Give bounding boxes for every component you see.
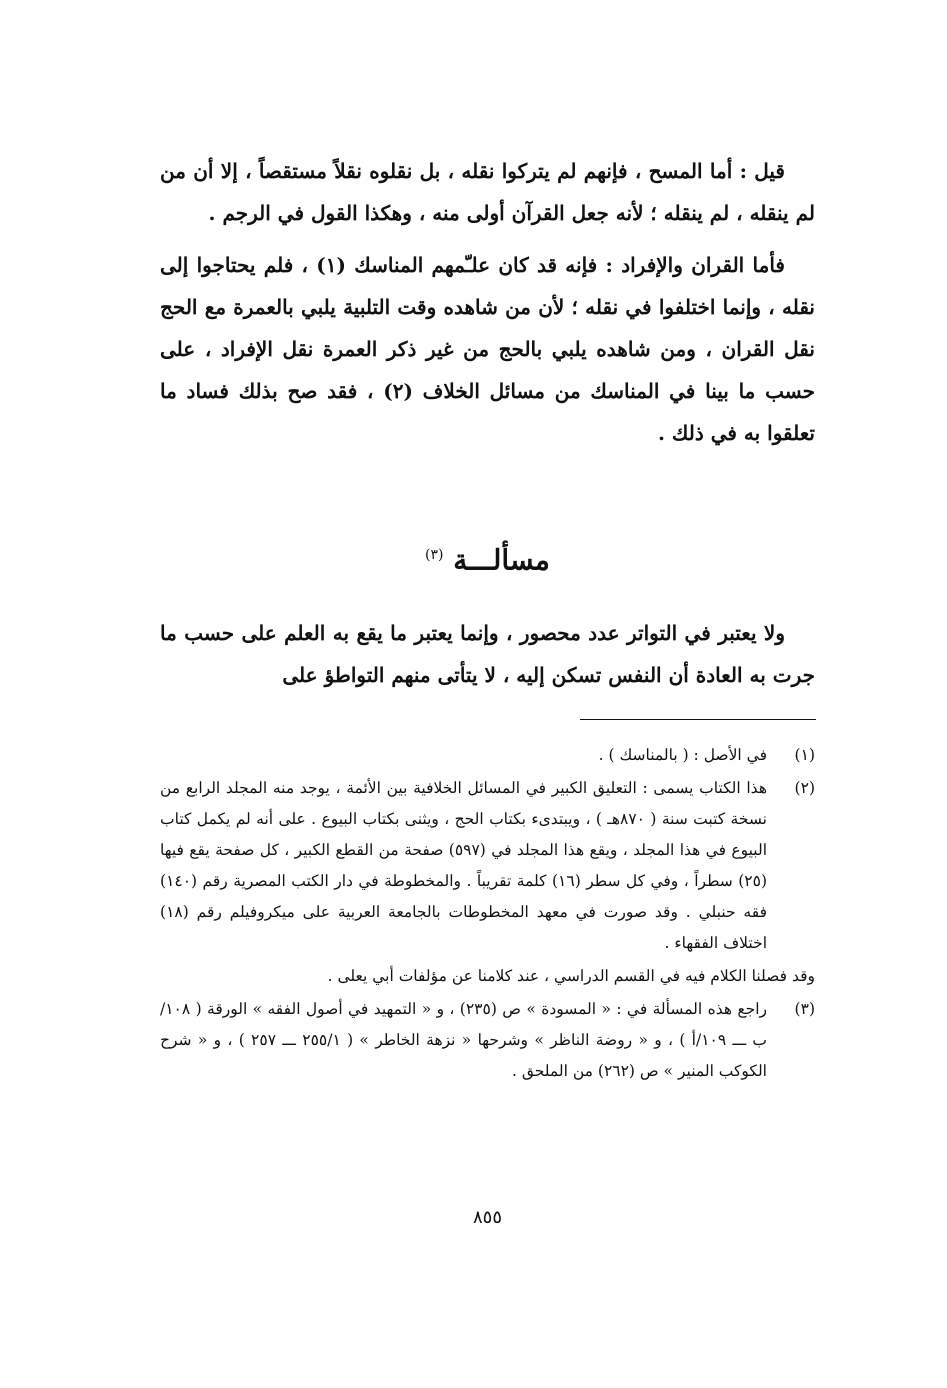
section-heading-title: مسألـــة: [453, 543, 550, 577]
footnote-text: راجع هذه المسألة في : « المسودة » ص (٢٣٥) ، و « التمهيد في أصول الفقه » الورقة ( ١٠٨/ب ـــ ١٠٩/أ ) ، و « روضة الناظر » وشرحها « نزهة الخاطر » ( ٢٥٥/١ ـــ ٢٥٧ ) ، و « شرح الكوكب المنير » ص (٢٦٢) من الملحق .: [160, 1000, 767, 1080]
main-body-text: [160, 150, 815, 464]
footnote-text: في الأصل : ( بالمناسك ) .: [598, 746, 767, 764]
body-paragraph-1: قيل : أما المسح ، فإنهم لم يتركوا نقله ، بل نقلوه نقلاً مستقصاً ، إلا أن من لم ينقله ، لم ينقله ؛ لأنه جعل القرآن أولى منه ، وهكذا القول في الرجم .: [160, 159, 815, 225]
footnote-3: [160, 994, 815, 1087]
page-number: ٨٥٥: [472, 1207, 502, 1228]
section-body-text: [160, 612, 815, 696]
footnote-1: [160, 740, 815, 771]
body-paragraph-2: فأما القران والإفراد : فإنه قد كان علـّمهم المناسك (١) ، فلم يحتاجوا إلى نقله ، وإنما اختلفوا في نقله ؛ لأن من شاهده وقت التلبية يلبي بالعمرة مع الحج نقل القران ، ومن شاهده يلبي بالحج من غير ذكر العمرة نقل الإفراد ، على حسب ما بينا في المناسك من مسائل الخلاف (٢) ، فقد صح بذلك فساد ما تعلقوا به في ذلك .: [160, 253, 815, 445]
section-paragraph: ولا يعتبر في التواتر عدد محصور ، وإنما يعتبر ما يقع به العلم على حسب ما جرت به العادة أن النفس تسكن إليه ، لا يتأتى منهم التواطؤ على: [160, 621, 815, 687]
footnote-text: هذا الكتاب يسمى : التعليق الكبير في المسائل الخلافية بين الأئمة ، يوجد منه المجلد الرابع من نسخة كتبت سنة ( ٨٧٠هـ ) ، ويبتدىء بكتاب الحج ، ويثنى بكتاب البيوع . على أنه لم يكمل كتاب البيوع في هذا المجلد ، ويقع هذا المجلد في (٥٩٧) صفحة من القطع الكبير ، كل صفحة يقع فيها (٢٥) سطراً ، وفي كل سطر (١٦) كلمة تقريباً . والمخطوطة في دار الكتب المصرية رقم (١٤٠) فقه حنبلي . وقد صورت في معهد المخطوطات بالجامعة العربية على ميكروفيلم رقم (١٨) اختلاف الفقهاء .: [160, 779, 768, 952]
footnote-number: (٣): [794, 1000, 815, 1018]
footnote-2: [160, 773, 815, 959]
footnote-number: (١): [794, 746, 815, 764]
footnote-separator: [580, 719, 816, 720]
footnotes: [160, 740, 815, 1089]
section-heading-footnote-ref: (٣): [425, 547, 444, 563]
footnote-number: (٢): [794, 779, 815, 797]
footnote-2-continuation: وقد فصلنا الكلام فيه في القسم الدراسي ، عند كلامنا عن مؤلفات أبي يعلى .: [327, 967, 815, 985]
section-heading: [160, 535, 815, 580]
